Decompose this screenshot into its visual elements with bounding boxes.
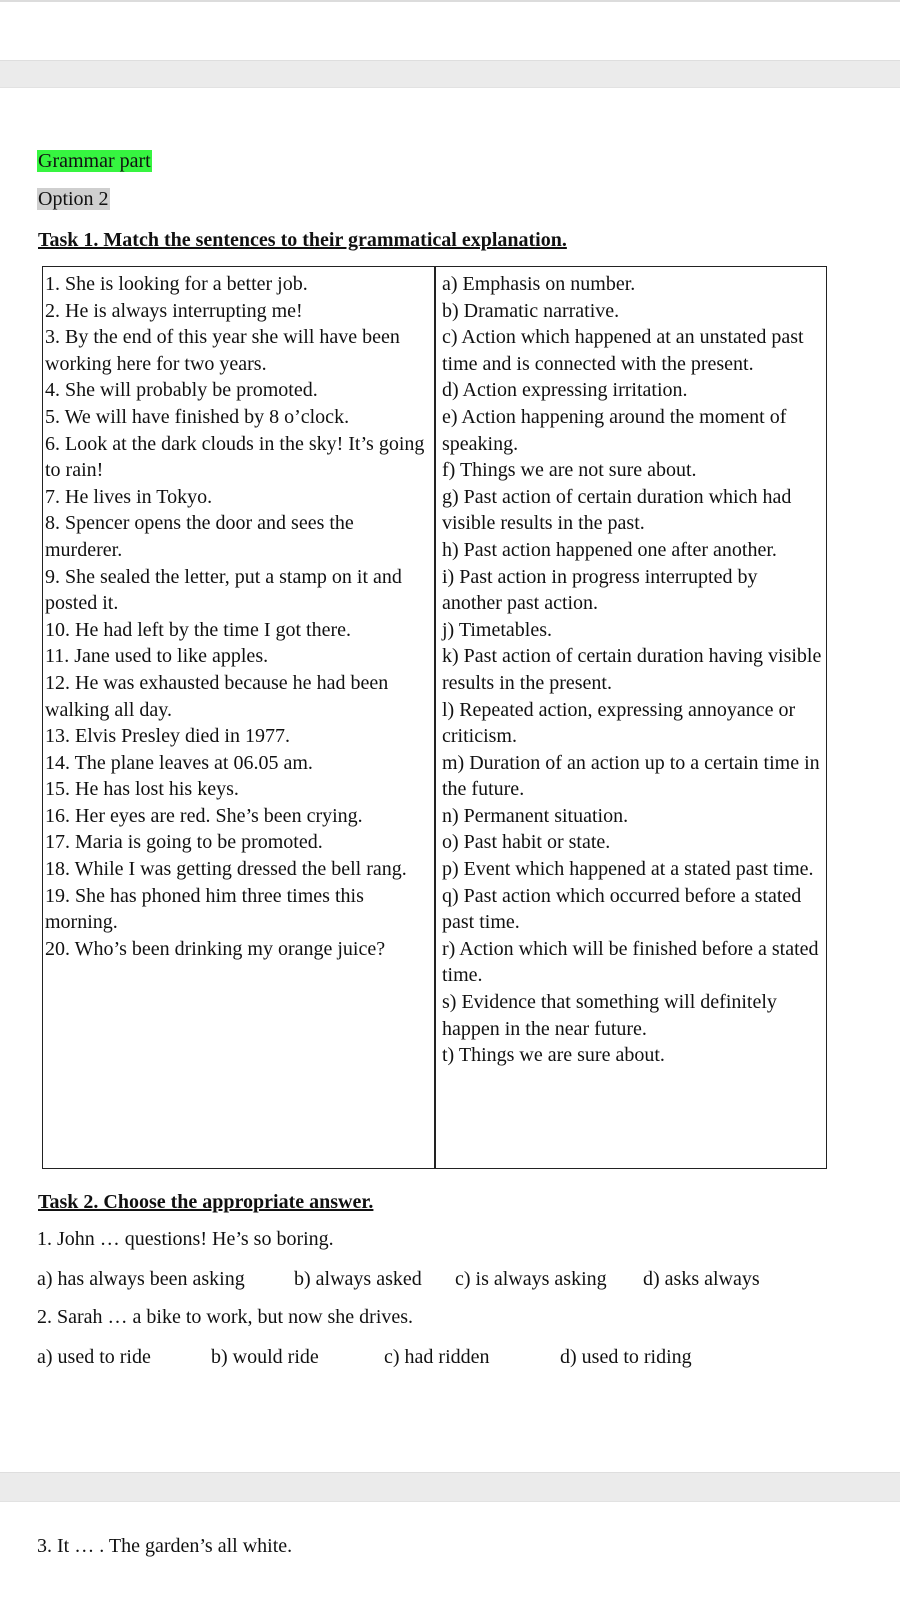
explanation-item: b) Dramatic narrative. xyxy=(442,299,620,322)
sentences-column xyxy=(45,271,433,962)
task2-title: Task 2. Choose the appropriate answer. xyxy=(38,1191,374,1213)
explanation-item: p) Event which happened at a stated past time. xyxy=(442,858,814,881)
q2-option-b: b) would ride xyxy=(211,1346,319,1368)
explanation-item: f) Things we are not sure about. xyxy=(442,459,697,482)
explanation-item: j) Timetables. xyxy=(442,618,553,641)
explanation-item: k) Past action of certain duration having visible results in the present. xyxy=(442,645,822,694)
sentence-item: 12. He was exhausted because he had been walking all day. xyxy=(45,671,389,721)
sentence-item: 10. He had left by the time I got there. xyxy=(45,618,352,641)
explanation-item: i) Past action in progress interrupted by another past action. xyxy=(442,565,758,615)
page-separator xyxy=(0,1472,900,1502)
q2-option-a: a) used to ride xyxy=(37,1346,151,1368)
explanation-item: l) Repeated action, expressing annoyance or criticism. xyxy=(442,698,796,748)
question-2: 2. Sarah … a bike to work, but now she drives. xyxy=(37,1306,414,1328)
grammar-part-label: Grammar part xyxy=(38,150,151,172)
sentence-item: 8. Spencer opens the door and sees the murderer. xyxy=(45,512,354,561)
explanation-item: c) Action which happened at an unstated past time and is connected with the present. xyxy=(442,326,804,375)
sentence-item: 18. While I was getting dressed the bell rang. xyxy=(45,858,407,881)
explanation-item: r) Action which will be finished before a stated time. xyxy=(442,937,819,987)
sentence-item: 6. Look at the dark clouds in the sky! It’s going to rain! xyxy=(45,432,425,482)
explanations-column xyxy=(442,271,822,1069)
q1-option-b: b) always asked xyxy=(294,1268,422,1290)
q1-option-d: d) asks always xyxy=(643,1268,760,1290)
explanation-item: e) Action happening around the moment of speaking. xyxy=(442,405,787,455)
sentence-item: 1. She is looking for a better job. xyxy=(45,273,308,295)
q2-option-d: d) used to riding xyxy=(560,1346,692,1368)
sentence-item: 2. He is always interrupting me! xyxy=(45,299,303,322)
table-column-divider xyxy=(434,267,436,1168)
sentence-item: 13. Elvis Presley died in 1977. xyxy=(45,725,290,748)
sentence-item: 19. She has phoned him three times this morning. xyxy=(45,884,364,934)
explanation-item: q) Past action which occurred before a stated past time. xyxy=(442,884,802,934)
question-3: 3. It … . The garden’s all white. xyxy=(37,1535,293,1557)
q2-option-c: c) had ridden xyxy=(384,1346,490,1368)
sentence-item: 9. She sealed the letter, put a stamp on it and posted it. xyxy=(45,565,402,615)
sentence-item: 4. She will probably be promoted. xyxy=(45,379,318,402)
sentence-item: 20. Who’s been drinking my orange juice? xyxy=(45,937,386,960)
page-separator xyxy=(0,60,900,88)
explanation-item: n) Permanent situation. xyxy=(442,804,629,827)
top-border xyxy=(0,0,900,2)
sentence-item: 16. Her eyes are red. She’s been crying. xyxy=(45,804,363,827)
explanation-item: s) Evidence that something will definitely happen in the near future. xyxy=(442,991,777,1040)
explanation-item: m) Duration of an action up to a certain time in the future. xyxy=(442,751,820,801)
sentence-item: 11. Jane used to like apples. xyxy=(45,645,269,668)
sentence-item: 5. We will have finished by 8 o’clock. xyxy=(45,405,350,428)
matching-table xyxy=(42,266,827,1169)
sentence-item: 15. He has lost his keys. xyxy=(45,778,239,801)
explanation-item: a) Emphasis on number. xyxy=(442,273,636,295)
q1-option-c: c) is always asking xyxy=(455,1268,607,1290)
question-1: 1. John … questions! He’s so boring. xyxy=(37,1228,334,1250)
explanation-item: d) Action expressing irritation. xyxy=(442,379,688,402)
q1-option-a: a) has always been asking xyxy=(37,1268,245,1290)
explanation-item: h) Past action happened one after another. xyxy=(442,538,777,561)
task1-title: Task 1. Match the sentences to their grammatical explanation. xyxy=(38,229,567,251)
sentence-item: 14. The plane leaves at 06.05 am. xyxy=(45,751,313,774)
explanation-item: g) Past action of certain duration which had visible results in the past. xyxy=(442,485,792,535)
explanation-item: o) Past habit or state. xyxy=(442,831,611,854)
sentence-item: 17. Maria is going to be promoted. xyxy=(45,831,323,854)
option-label: Option 2 xyxy=(38,188,109,210)
explanation-item: t) Things we are sure about. xyxy=(442,1044,665,1067)
sentence-item: 7. He lives in Tokyo. xyxy=(45,485,213,508)
sentence-item: 3. By the end of this year she will have been working here for two years. xyxy=(45,326,400,375)
